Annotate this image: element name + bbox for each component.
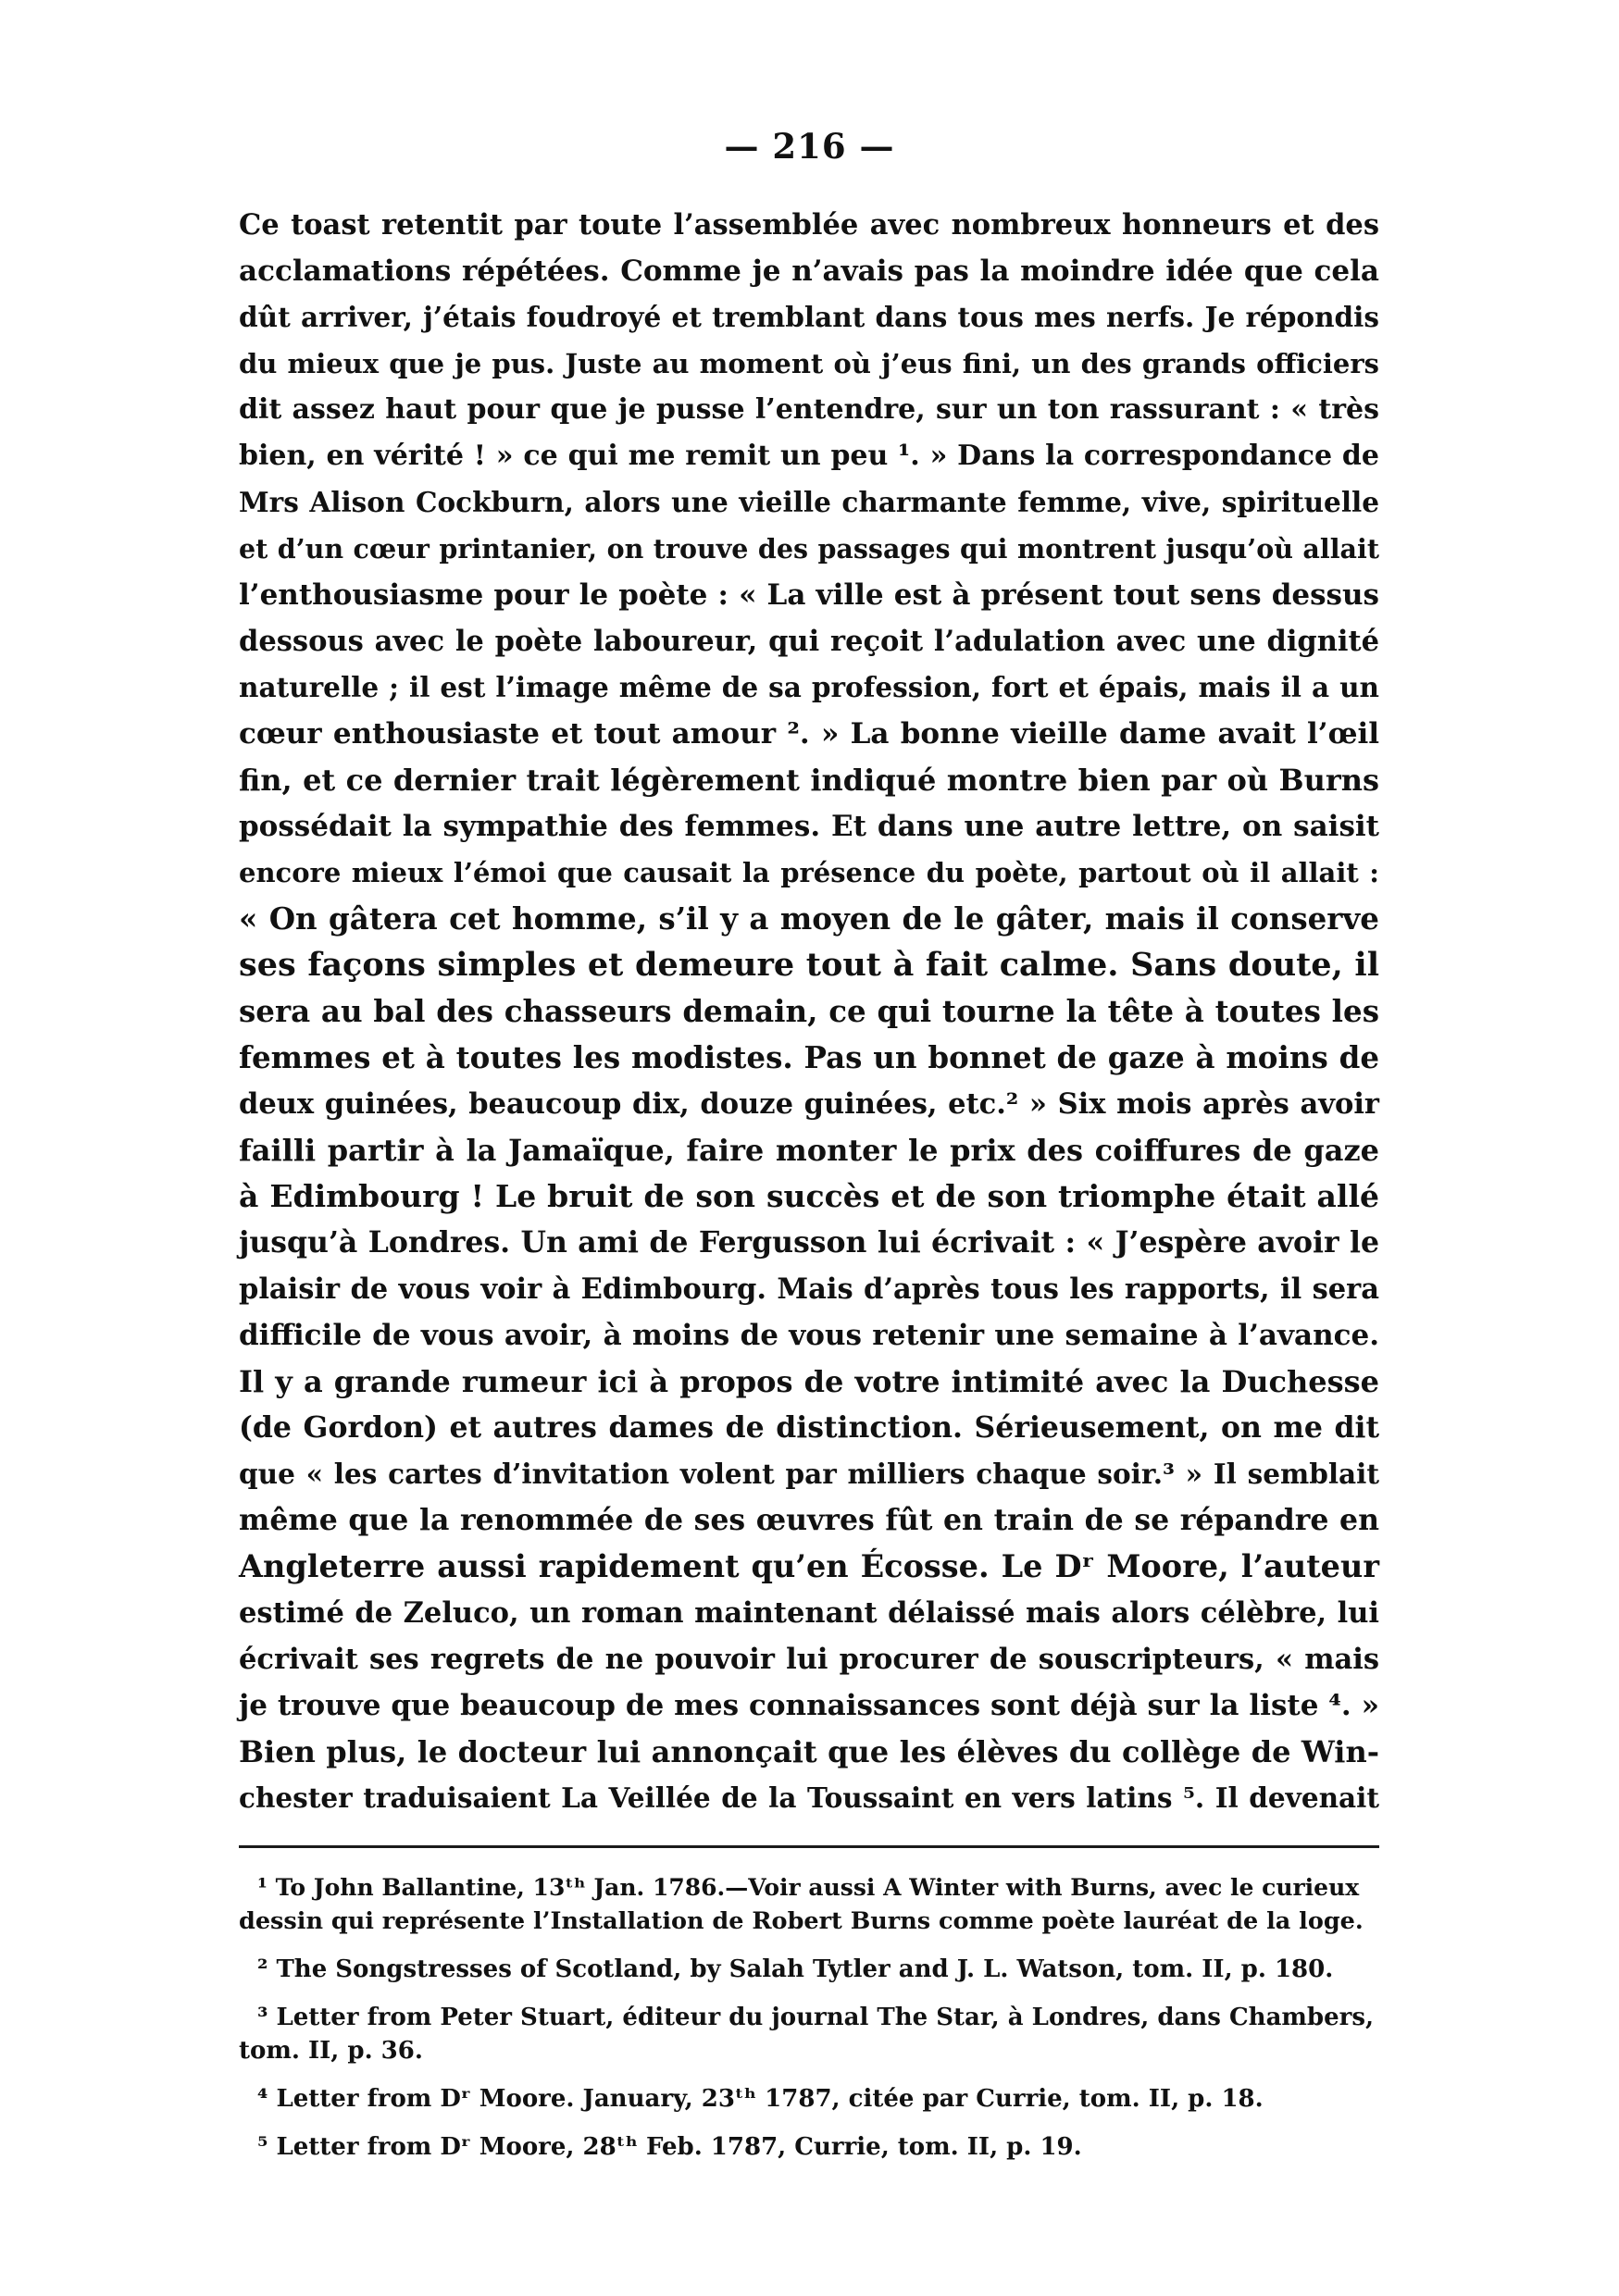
text-line: failli partir à la Jamaïque, faire monter le prix des coiffures de gaze xyxy=(239,1133,1379,1168)
text-line: bien, en vérité ! » ce qui me remit un peu ¹. » Dans la correspondance de xyxy=(239,440,1379,472)
text-line: Bien plus, le docteur lui annonçait que les élèves du collège de Win- xyxy=(239,1734,1379,1769)
text-line: dût arriver, j’étais foudroyé et tremblant dans tous mes nerfs. Je répondis xyxy=(239,301,1379,333)
text-line: à Edimbourg ! Le bruit de son succès et de son triomphe était allé xyxy=(239,1178,1379,1214)
text-line: acclamations répétées. Comme je n’avais pas la moindre idée que cela xyxy=(239,254,1379,288)
text-line: chester traduisaient La Veillée de la Toussaint en vers latins ⁵. Il devenait xyxy=(239,1781,1379,1814)
footnote-line: ³ Letter from Peter Stuart, éditeur du journal The Star, à Londres, dans Chambers, xyxy=(257,2004,1375,2031)
text-line: difficile de vous avoir, à moins de vous retenir une semaine à l’avance. xyxy=(239,1319,1379,1352)
text-line: Il y a grande rumeur ici à propos de votre intimité avec la Duchesse xyxy=(239,1364,1379,1399)
text-line: que « les cartes d’invitation volent par milliers chaque soir.³ » Il semblait xyxy=(239,1458,1379,1490)
footnote-4 xyxy=(239,2082,1379,2116)
text-line: sera au bal des chasseurs demain, ce qui tourne la tête à toutes les xyxy=(239,993,1379,1029)
footnote-line: ¹ To John Ballantine, 13ᵗʰ Jan. 1786.—Voir aussi A Winter with Burns, avec le curieux xyxy=(257,1874,1360,1901)
text-line: même que la renommée de ses œuvres fût en train de se répandre en xyxy=(239,1503,1379,1537)
text-line: dit assez haut pour que je pusse l’entendre, sur un ton rassurant : « très xyxy=(239,393,1379,426)
text-line: cœur enthousiaste et tout amour ². » La bonne vieille dame avait l’œil xyxy=(239,717,1379,751)
footnote-line: tom. II, p. 36. xyxy=(239,2037,423,2065)
text-line: « On gâtera cet homme, s’il y a moyen de le gâter, mais il conserve xyxy=(239,900,1379,937)
text-line: fin, et ce dernier trait légèrement indiqué montre bien par où Burns xyxy=(239,763,1379,798)
text-line: du mieux que je pus. Juste au moment où j’eus fini, un des grands officiers xyxy=(239,348,1379,379)
text-line: femmes et à toutes les modistes. Pas un bonnet de gaze à moins de xyxy=(239,1039,1379,1075)
text-line: l’enthousiasme pour le poète : « La ville est à présent tout sens dessus xyxy=(239,578,1379,612)
text-line: dessous avec le poète laboureur, qui reçoit l’adulation avec une dignité xyxy=(239,625,1379,658)
text-line: estimé de Zeluco, un roman maintenant délaissé mais alors célèbre, lui xyxy=(239,1596,1379,1630)
text-line: possédait la sympathie des femmes. Et dans une autre lettre, on saisit xyxy=(239,810,1379,843)
text-line: plaisir de vous voir à Edimbourg. Mais d’après tous les rapports, il sera xyxy=(239,1272,1379,1306)
text-line: écrivait ses regrets de ne pouvoir lui procurer de souscripteurs, « mais xyxy=(239,1643,1379,1676)
text-line: encore mieux l’émoi que causait la présence du poète, partout où il allait : xyxy=(239,857,1379,888)
footnote-line: ² The Songstresses of Scotland, by Salah Tytler and J. L. Watson, tom. II, p. 180. xyxy=(257,1955,1334,1983)
text-line: naturelle ; il est l’image même de sa profession, fort et épais, mais il a un xyxy=(239,671,1379,703)
footnote-1 xyxy=(239,1871,1379,1938)
footnote-2 xyxy=(239,1953,1379,1986)
text-line: deux guinées, beaucoup dix, douze guinées, etc.² » Six mois après avoir xyxy=(239,1087,1379,1121)
footnote-line: ⁴ Letter from Dʳ Moore. January, 23ᵗʰ 1787, citée par Currie, tom. II, p. 18. xyxy=(257,2085,1264,2113)
text-line: je trouve que beaucoup de mes connaissances sont déjà sur la liste ⁴. » xyxy=(239,1689,1379,1722)
text-line: Mrs Alison Cockburn, alors une vieille charmante femme, vive, spirituelle xyxy=(239,486,1379,518)
text-line: Ce toast retentit par toute l’assemblée avec nombreux honneurs et des xyxy=(239,208,1379,242)
text-line: et d’un cœur printanier, on trouve des passages qui montrent jusqu’où allait xyxy=(239,533,1379,565)
text-line: Angleterre aussi rapidement qu’en Écosse. Le Dʳ Moore, l’auteur xyxy=(239,1548,1379,1584)
footnote-divider xyxy=(239,1845,1379,1848)
footnote-5 xyxy=(239,2130,1379,2164)
footnote-3 xyxy=(239,2001,1379,2067)
text-line: ses façons simples et demeure tout à fait calme. Sans doute, il xyxy=(239,946,1379,984)
footnote-line: dessin qui représente l’Installation de Robert Burns comme poète lauréat de la loge. xyxy=(239,1907,1364,1935)
footnote-line: ⁵ Letter from Dʳ Moore, 28ᵗʰ Feb. 1787, Currie, tom. II, p. 19. xyxy=(257,2133,1082,2161)
footnotes xyxy=(239,1871,1379,2178)
text-line: (de Gordon) et autres dames de distinction. Sérieusement, on me dit xyxy=(239,1410,1379,1445)
body-text xyxy=(239,202,1379,1821)
page-number: — 216 — xyxy=(724,126,895,167)
text-line: jusqu’à Londres. Un ami de Fergusson lui écrivait : « J’espère avoir le xyxy=(239,1225,1379,1260)
